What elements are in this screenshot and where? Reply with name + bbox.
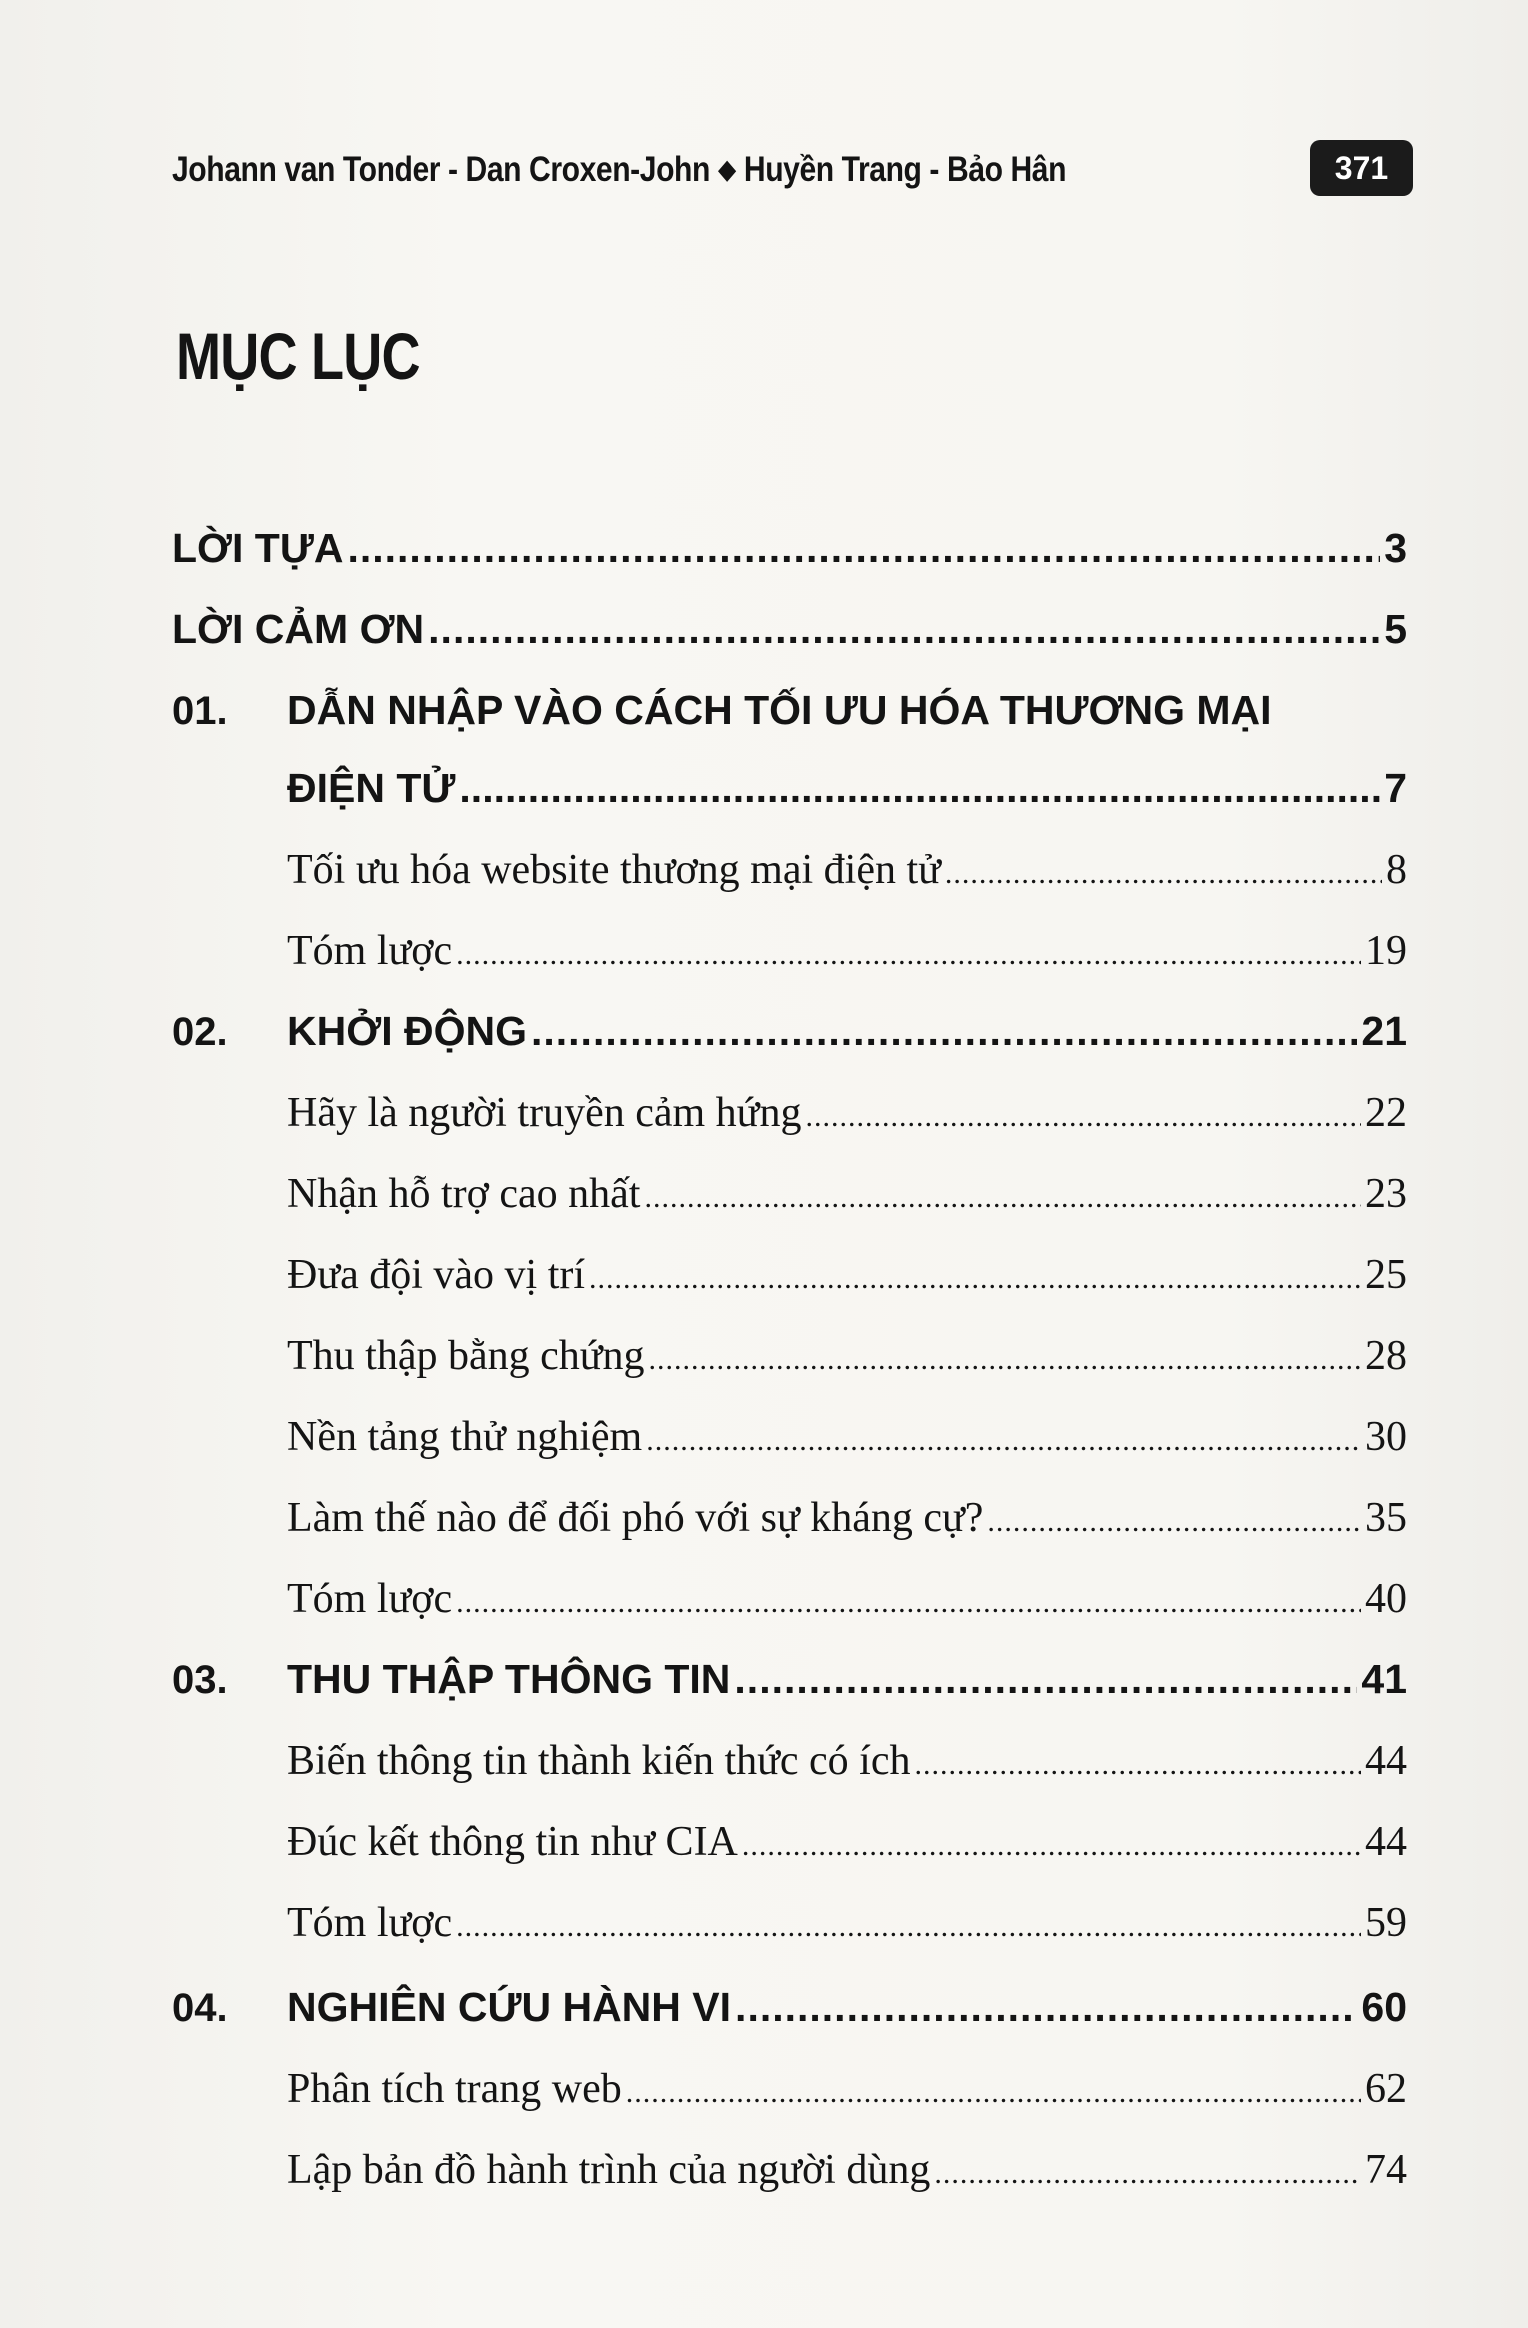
- dot-leader: [734, 1656, 1357, 1703]
- toc-chapter-01[interactable]: [172, 687, 1407, 734]
- toc-entry-label: Hãy là người truyền cảm hứng: [287, 1090, 802, 1136]
- dot-leader: [456, 1910, 1361, 1944]
- toc-entry-label-continued: ĐIỆN TỬ: [287, 765, 456, 811]
- toc-entry-label: Nhận hỗ trợ cao nhất: [287, 1171, 641, 1217]
- toc-entry-acknowledgements[interactable]: [172, 606, 1407, 653]
- dot-leader: [646, 1424, 1361, 1458]
- toc-section[interactable]: [172, 1089, 1407, 1137]
- toc-entry-label: Thu thập bằng chứng: [287, 1333, 645, 1379]
- toc-chapter-03[interactable]: [172, 1656, 1407, 1703]
- toc-entry-page: 25: [1365, 1252, 1407, 1298]
- chapter-number: 03.: [172, 1658, 228, 1702]
- toc-section[interactable]: [172, 1170, 1407, 1218]
- toc-section[interactable]: [172, 1575, 1407, 1623]
- toc-entry-label: LỜI TỰA: [172, 525, 344, 571]
- dot-leader: [735, 1984, 1357, 2031]
- toc-section[interactable]: [172, 927, 1407, 975]
- toc-entry-label: Đưa đội vào vị trí: [287, 1252, 586, 1298]
- toc-section[interactable]: [172, 1413, 1407, 1461]
- toc-entry-label: Tóm lược: [287, 928, 453, 974]
- toc-entry-label: Lập bản đồ hành trình của người dùng: [287, 2147, 931, 2193]
- toc-entry-label: Tối ưu hóa website thương mại điện tử: [287, 847, 941, 893]
- header-authors: [172, 150, 1066, 190]
- toc-entry-page: 8: [1386, 847, 1407, 893]
- toc-entry-label: NGHIÊN CỨU HÀNH VI: [287, 1984, 732, 2030]
- dot-leader: [456, 938, 1361, 972]
- toc-entry-page: 40: [1365, 1576, 1407, 1622]
- chapter-number: 01.: [172, 689, 228, 733]
- toc-section[interactable]: [172, 1737, 1407, 1785]
- page-number-badge: 371: [1310, 140, 1413, 196]
- toc-entry-label: DẪN NHẬP VÀO CÁCH TỐI ƯU HÓA THƯƠNG MẠI: [287, 687, 1272, 733]
- toc-entry-page: 44: [1365, 1819, 1407, 1865]
- dot-leader: [459, 765, 1380, 812]
- toc-entry-label: Tóm lược: [287, 1900, 453, 1946]
- toc-entry-page: 44: [1365, 1738, 1407, 1784]
- toc-section[interactable]: [172, 1332, 1407, 1380]
- running-header: [172, 140, 1413, 200]
- toc-entry-label: THU THẬP THÔNG TIN: [287, 1656, 731, 1702]
- dot-leader: [589, 1262, 1361, 1296]
- toc-entry-page: 19: [1365, 928, 1407, 974]
- toc-entry-page: 41: [1361, 1656, 1407, 1702]
- toc-entry-label: KHỞI ĐỘNG: [287, 1008, 527, 1054]
- toc-entry-page: 60: [1361, 1984, 1407, 2030]
- dot-leader: [945, 857, 1382, 891]
- toc-section[interactable]: [172, 1251, 1407, 1299]
- toc-entry-page: 7: [1384, 765, 1407, 811]
- toc-entry-label: Đúc kết thông tin như CIA: [287, 1819, 738, 1865]
- toc-section[interactable]: [172, 2146, 1407, 2194]
- toc-entry-preface[interactable]: [172, 525, 1407, 572]
- toc-chapter-01-continued[interactable]: [172, 765, 1407, 812]
- toc-entry-page: 30: [1365, 1414, 1407, 1460]
- authors-english: Johann van Tonder - Dan Croxen-John: [172, 150, 710, 189]
- chapter-number: 04.: [172, 1986, 228, 2030]
- toc-section[interactable]: [172, 1899, 1407, 1947]
- dot-leader: [644, 1181, 1361, 1215]
- toc-section[interactable]: [172, 1494, 1407, 1542]
- toc-entry-label: Tóm lược: [287, 1576, 453, 1622]
- page-title: MỤC LỤC: [176, 319, 420, 393]
- toc-entry-label: Phân tích trang web: [287, 2066, 622, 2112]
- toc-entry-page: 23: [1365, 1171, 1407, 1217]
- toc-entry-page: 59: [1365, 1900, 1407, 1946]
- toc-entry-page: 35: [1365, 1495, 1407, 1541]
- toc-section[interactable]: [172, 1818, 1407, 1866]
- toc-entry-label: Nền tảng thử nghiệm: [287, 1414, 643, 1460]
- diamond-separator-icon: ◆: [718, 154, 736, 184]
- dot-leader: [987, 1505, 1361, 1539]
- authors-vietnamese: Huyền Trang - Bảo Hân: [743, 150, 1067, 189]
- dot-leader: [626, 2076, 1361, 2110]
- dot-leader: [805, 1100, 1361, 1134]
- dot-leader: [934, 2157, 1361, 2191]
- dot-leader: [428, 606, 1380, 653]
- dot-leader: [914, 1748, 1361, 1782]
- toc-entry-page: 21: [1361, 1008, 1407, 1054]
- toc-entry-page: 74: [1365, 2147, 1407, 2193]
- dot-leader: [742, 1829, 1361, 1863]
- toc-chapter-02[interactable]: [172, 1008, 1407, 1055]
- toc-entry-page: 3: [1384, 525, 1407, 571]
- toc-entry-page: 62: [1365, 2066, 1407, 2112]
- toc-entry-page: 22: [1365, 1090, 1407, 1136]
- toc-entry-label: LỜI CẢM ƠN: [172, 606, 425, 652]
- chapter-number: 02.: [172, 1010, 228, 1054]
- toc-section[interactable]: [172, 846, 1407, 894]
- toc-section[interactable]: [172, 2065, 1407, 2113]
- dot-leader: [531, 1008, 1357, 1055]
- toc-entry-label: Làm thế nào để đối phó với sự kháng cự?: [287, 1495, 984, 1541]
- dot-leader: [649, 1343, 1361, 1377]
- toc-entry-page: 28: [1365, 1333, 1407, 1379]
- toc-entry-page: 5: [1384, 606, 1407, 652]
- toc-entry-label: Biến thông tin thành kiến thức có ích: [287, 1738, 911, 1784]
- toc-chapter-04[interactable]: [172, 1984, 1407, 2031]
- dot-leader: [347, 525, 1380, 572]
- dot-leader: [456, 1586, 1361, 1620]
